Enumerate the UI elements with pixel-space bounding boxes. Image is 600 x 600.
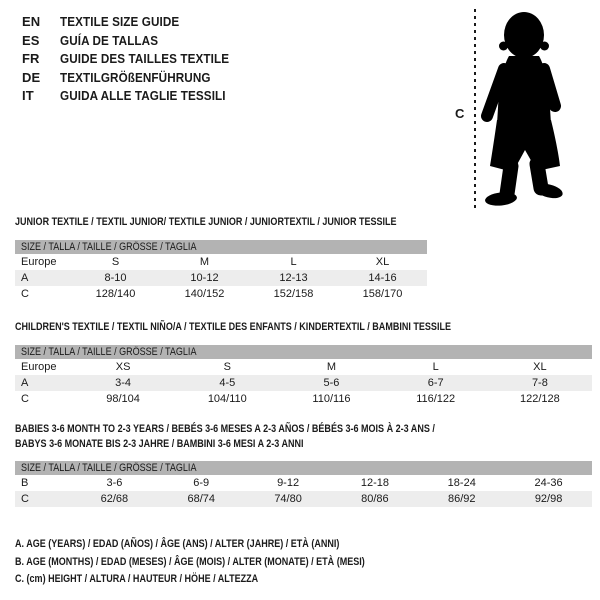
size-value-cell: 86/92 (447, 493, 476, 505)
size-value-cell: 18-24 (447, 477, 476, 489)
language-row-en (22, 13, 248, 32)
table-row (15, 375, 592, 391)
language-title: GUIDA ALLE TAGLIE TESSILI (60, 88, 226, 103)
language-code: FR (22, 51, 40, 66)
table-row (15, 254, 427, 270)
height-figure (450, 6, 598, 214)
table-header-label: SIZE / TALLA / TAILLE / GRÖSSE / TAGLIA (21, 346, 197, 358)
size-value-cell: 24-36 (534, 477, 563, 489)
language-row-es (22, 32, 248, 51)
height-dotted-line (474, 9, 476, 209)
size-value-cell: 8-10 (104, 272, 127, 284)
section-title-text: BABIES 3-6 MONTH TO 2-3 YEARS / BEBÉS 3-6 MESES A 2-3 AÑOS / BÉBÉS 3-6 MOIS À 2-3 ANS / (15, 423, 435, 435)
table-header-bar (15, 240, 427, 254)
language-title: GUIDE DES TAILLES TEXTILE (60, 51, 230, 66)
size-value-cell: M (199, 256, 210, 268)
size-value-cell: 6-7 (427, 377, 444, 389)
row-label-cell: A (21, 272, 29, 284)
size-value-cell: 110/116 (312, 393, 351, 405)
language-row-de (22, 69, 248, 88)
size-value-cell: 68/74 (187, 493, 215, 505)
row-label-cell: A (21, 377, 29, 389)
language-code: EN (22, 14, 41, 29)
row-label-cell: C (21, 393, 29, 405)
babies-size-table (15, 461, 592, 507)
size-value-cell: 4-5 (219, 377, 236, 389)
size-value-cell: L (290, 256, 297, 268)
language-row-fr (22, 50, 248, 69)
size-value-cell: 7-8 (531, 377, 548, 389)
table-header-bar (15, 461, 592, 475)
size-value-cell: 104/110 (207, 393, 247, 405)
size-value-cell: XL (533, 361, 547, 373)
footnote-text: A. AGE (YEARS) / EDAD (AÑOS) / ÂGE (ANS) / ALTER (JAHRE) / ETÀ (ANNI) (15, 538, 340, 550)
section-title-babies (15, 422, 527, 452)
row-label-cell: B (21, 477, 29, 489)
table-row (15, 391, 592, 407)
section-title-children (15, 320, 547, 335)
size-value-cell: 10-12 (190, 272, 219, 284)
footnotes (15, 536, 442, 589)
size-value-cell: S (111, 256, 120, 268)
size-value-cell: 6-9 (193, 477, 210, 489)
footnote-text: B. AGE (MONTHS) / EDAD (MESES) / ÂGE (MOIS) / ALTER (MONATE) / ETÀ (MESI) (15, 555, 365, 568)
row-label-cell: C (21, 288, 29, 300)
size-value-cell: M (326, 361, 337, 373)
table-body (15, 359, 592, 407)
table-body (15, 475, 592, 507)
size-value-cell: 12-13 (279, 272, 308, 284)
size-value-cell: 92/98 (534, 493, 563, 505)
size-value-cell: L (432, 361, 439, 373)
footnote-age-years (15, 536, 442, 554)
language-list (22, 13, 248, 106)
size-value-cell: XS (115, 361, 131, 373)
size-value-cell: 140/152 (184, 288, 225, 300)
size-value-cell: 116/122 (416, 393, 456, 405)
footnote-text: C. (cm) HEIGHT / ALTURA / HAUTEUR / HÖHE / ALTEZZA (15, 573, 259, 585)
language-title: GUÍA DE TALLAS (60, 32, 159, 48)
table-row (15, 491, 592, 507)
size-value-cell: 3-6 (106, 477, 123, 489)
size-value-cell: S (223, 361, 231, 373)
table-header-bar (15, 345, 592, 359)
footnote-height-cm (15, 571, 442, 589)
size-value-cell: 158/170 (362, 288, 403, 300)
size-value-cell: 3-4 (115, 377, 132, 389)
table-body (15, 254, 427, 302)
children-size-table (15, 345, 592, 407)
language-code: DE (22, 69, 41, 85)
table-row (15, 475, 592, 491)
language-code: ES (22, 32, 40, 48)
size-value-cell: 122/128 (520, 393, 560, 405)
size-value-cell: 80/86 (361, 493, 389, 505)
size-value-cell: 128/140 (95, 288, 136, 300)
row-label-cell: C (21, 493, 29, 505)
height-measure-label: C (455, 106, 465, 121)
language-row-it (22, 87, 248, 106)
size-value-cell: 152/158 (273, 288, 314, 300)
language-title: TEXTILGRÖßENFÜHRUNG (60, 69, 211, 85)
size-value-cell: 74/80 (274, 493, 302, 505)
row-label-cell: Europe (21, 256, 57, 268)
table-header-label: SIZE / TALLA / TAILLE / GRÖSSE / TAGLIA (21, 462, 197, 474)
size-value-cell: 9-12 (277, 477, 300, 489)
table-row (15, 359, 592, 375)
size-value-cell: 5-6 (323, 377, 340, 389)
size-value-cell: 14-16 (368, 272, 397, 284)
footnote-age-months (15, 554, 442, 572)
size-value-cell: 12-18 (360, 477, 389, 489)
section-title-text: JUNIOR TEXTILE / TEXTIL JUNIOR/ TEXTILE JUNIOR / JUNIORTEXTIL / JUNIOR TESSILE (15, 216, 397, 228)
size-value-cell: 62/68 (100, 493, 129, 505)
baby-silhouette-icon (479, 8, 571, 210)
junior-size-table (15, 240, 427, 302)
table-row (15, 270, 427, 286)
language-code: IT (22, 88, 34, 103)
section-title-junior (15, 215, 480, 230)
table-row (15, 286, 427, 302)
size-value-cell: XL (375, 256, 390, 268)
row-label-cell: Europe (21, 361, 57, 373)
table-header-label: SIZE / TALLA / TAILLE / GRÖSSE / TAGLIA (21, 241, 197, 253)
section-title-text: BABYS 3-6 MONATE BIS 2-3 JAHRE / BAMBINI 3-6 MESI A 2-3 ANNI (15, 438, 304, 450)
size-value-cell: 98/104 (106, 393, 140, 405)
language-title: TEXTILE SIZE GUIDE (60, 14, 180, 29)
section-title-text: CHILDREN'S TEXTILE / TEXTIL NIÑO/A / TEXTILE DES ENFANTS / KINDERTEXTIL / BAMBINI TESSILE (15, 321, 451, 333)
